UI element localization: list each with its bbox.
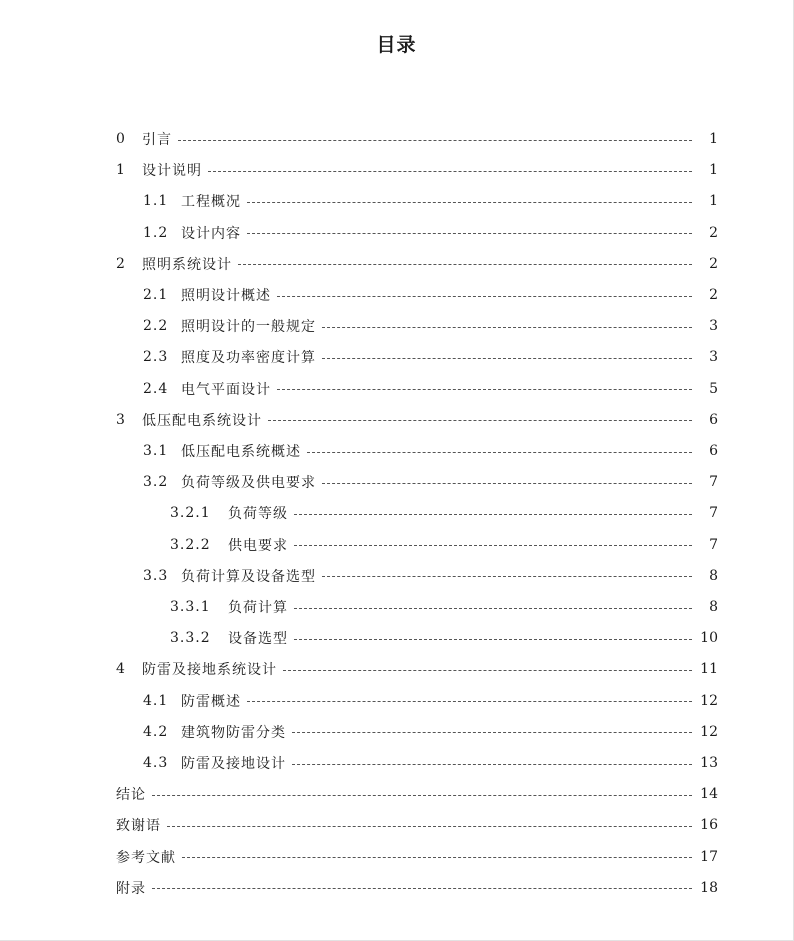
toc-entry-number: 3.3.2: [170, 630, 211, 647]
toc-entry-page: 1: [709, 193, 718, 210]
toc-entry-number: 3.2.2: [170, 536, 211, 553]
dot-leader: [268, 420, 692, 421]
toc-entry-page: 3: [709, 318, 718, 335]
toc-entry[interactable]: [143, 750, 718, 776]
toc-entry-number: 1.2: [143, 224, 169, 241]
dot-leader: [178, 140, 692, 141]
dot-leader: [238, 264, 692, 265]
toc-entry-number: 1: [116, 162, 126, 179]
toc-entry-title: 参考文献: [116, 849, 176, 866]
toc-entry-number: 3.3.1: [170, 599, 211, 615]
dot-leader: [167, 826, 692, 827]
page-title: 目录: [376, 34, 417, 56]
toc-entry-number: 2.1: [143, 287, 169, 303]
dot-leader: [283, 670, 692, 671]
toc-entry[interactable]: [170, 594, 718, 620]
toc-entry-page: 2: [709, 255, 718, 272]
dot-leader: [208, 171, 692, 172]
toc-entry-title: 设计内容: [181, 225, 241, 242]
dot-leader: [322, 327, 692, 328]
dot-leader: [292, 764, 692, 765]
toc-entry-title: 负荷计算: [228, 600, 288, 616]
dot-leader: [294, 639, 692, 640]
toc-entry[interactable]: [116, 844, 718, 870]
toc-entry-number: 1.1: [143, 193, 169, 210]
toc-entry[interactable]: [143, 469, 718, 495]
dot-leader: [152, 795, 692, 796]
toc-entry-title: 设计说明: [142, 163, 202, 180]
dot-leader: [247, 202, 692, 203]
dot-leader: [294, 514, 692, 515]
dot-leader: [182, 857, 692, 858]
toc-entry-page: 16: [700, 817, 718, 834]
toc-entry-page: 17: [700, 848, 718, 865]
toc-entry-title: 照明系统设计: [142, 256, 232, 273]
toc-entry-page: 7: [709, 474, 718, 491]
dot-leader: [277, 296, 692, 297]
toc-entry-page: 1: [709, 131, 718, 147]
toc-entry-number: 4.3: [143, 755, 169, 771]
toc-entry-page: 8: [709, 567, 718, 584]
dot-leader: [322, 483, 692, 484]
toc-entry[interactable]: [143, 188, 718, 214]
toc-entry-number: 2.4: [143, 380, 169, 397]
toc-entry[interactable]: [116, 407, 718, 433]
toc-entry-page: 2: [709, 224, 718, 241]
toc-entry-title: 附录: [116, 880, 146, 897]
toc-entry[interactable]: [143, 344, 718, 370]
toc-entry-title: 防雷及接地系统设计: [142, 662, 277, 679]
toc-entry[interactable]: [170, 500, 718, 526]
dot-leader: [247, 233, 692, 234]
toc-entry-page: 12: [700, 723, 718, 740]
toc-entry-page: 3: [709, 349, 718, 366]
dot-leader: [277, 389, 692, 390]
toc-entry-page: 8: [709, 599, 718, 615]
toc-entry-title: 防雷概述: [181, 693, 241, 710]
toc-entry[interactable]: [143, 563, 718, 589]
toc-entry[interactable]: [116, 126, 718, 152]
toc-entry-page: 6: [709, 443, 718, 459]
toc-entry[interactable]: [116, 157, 718, 183]
toc-entry[interactable]: [143, 719, 718, 745]
toc-entry-number: 2.3: [143, 349, 169, 366]
toc-entry[interactable]: [143, 438, 718, 464]
toc-entry[interactable]: [170, 625, 718, 651]
dot-leader: [152, 888, 692, 889]
dot-leader: [322, 576, 692, 577]
toc-entry-number: 4.1: [143, 692, 169, 709]
toc-entry-number: 3.3: [143, 567, 169, 584]
toc-entry-number: 3.2.1: [170, 505, 211, 522]
toc-entry-title: 供电要求: [228, 537, 288, 554]
toc-entry-title: 致谢语: [116, 818, 161, 835]
toc-entry[interactable]: [116, 812, 718, 838]
dot-leader: [307, 452, 692, 453]
toc-entry-page: 2: [709, 287, 718, 303]
toc-entry-page: 7: [709, 536, 718, 553]
toc-entry[interactable]: [143, 376, 718, 402]
dot-leader: [294, 545, 692, 546]
toc-entry-title: 负荷等级: [228, 506, 288, 523]
toc-entry-page: 14: [700, 786, 718, 803]
toc-entry-number: 4: [116, 661, 126, 678]
toc-entry-title: 设备选型: [228, 631, 288, 648]
toc-entry[interactable]: [116, 875, 718, 901]
toc-entry-title: 引言: [142, 132, 172, 148]
toc-entry[interactable]: [143, 220, 718, 246]
toc-entry-number: 3.1: [143, 443, 169, 459]
toc-entry[interactable]: [143, 313, 718, 339]
dot-leader: [247, 701, 692, 702]
toc-entry-number: 2.2: [143, 318, 169, 335]
toc-entry-title: 照明设计的一般规定: [181, 319, 316, 336]
toc-entry-title: 建筑物防雷分类: [181, 724, 286, 741]
toc-entry[interactable]: [116, 781, 718, 807]
toc-entry[interactable]: [116, 251, 718, 277]
toc-entry-page: 10: [700, 630, 718, 647]
toc-entry-title: 照度及功率密度计算: [181, 350, 316, 367]
toc-entry-number: 2: [116, 255, 126, 272]
toc-entry-number: 0: [116, 131, 126, 147]
toc-entry-title: 负荷等级及供电要求: [181, 475, 316, 492]
toc-entry-title: 低压配电系统概述: [181, 444, 301, 460]
toc-entry-title: 照明设计概述: [181, 288, 271, 304]
dot-leader: [322, 358, 692, 359]
toc-entry-title: 负荷计算及设备选型: [181, 568, 316, 585]
toc-entry[interactable]: [143, 282, 718, 308]
toc-entry-title: 防雷及接地设计: [181, 756, 286, 772]
toc-entry-page: 11: [700, 661, 718, 678]
dot-leader: [292, 732, 692, 733]
toc-entry-title: 电气平面设计: [181, 381, 271, 398]
toc-entry[interactable]: [116, 656, 718, 682]
toc-entry-page: 18: [700, 879, 718, 896]
toc-entry-page: 12: [700, 692, 718, 709]
toc-entry-title: 结论: [116, 787, 146, 804]
toc-entry-page: 7: [709, 505, 718, 522]
toc-entry-page: 6: [709, 411, 718, 428]
toc-entry-page: 13: [700, 755, 718, 771]
toc-entry-title: 低压配电系统设计: [142, 412, 262, 429]
toc-entry[interactable]: [143, 688, 718, 714]
toc-entry-page: 1: [709, 162, 718, 179]
dot-leader: [294, 608, 692, 609]
toc-entry-page: 5: [709, 380, 718, 397]
toc-entry-number: 3.2: [143, 474, 169, 491]
toc-entry[interactable]: [170, 532, 718, 558]
toc-entry-title: 工程概况: [181, 194, 241, 211]
toc-entry-number: 3: [116, 411, 126, 428]
toc-entry-number: 4.2: [143, 723, 169, 740]
